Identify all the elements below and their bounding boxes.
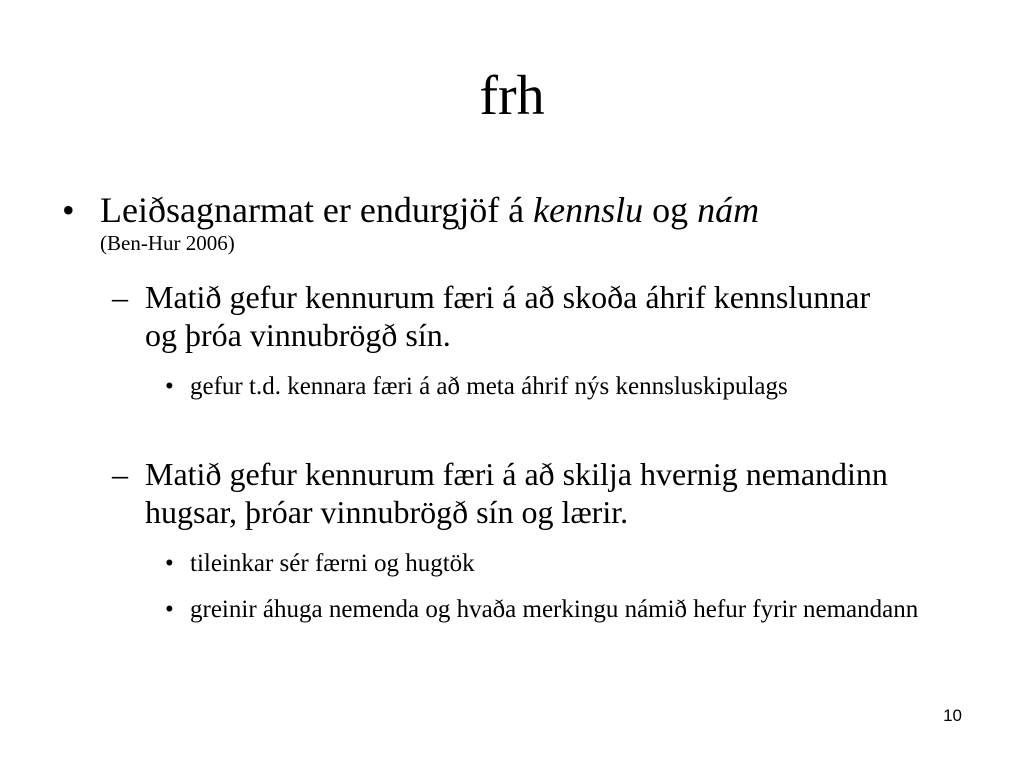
sub-item-2: [112, 455, 942, 531]
sub-item-text: Matið gefur kennurum færi á að skoða áhrif kennslunnar og þróa vinnubrögð sín.: [145, 279, 871, 353]
bullet-text-emphasis-kennslu: kennslu: [533, 190, 644, 230]
sub-sub-item-3: [165, 593, 960, 627]
sub-sub-item-1: [165, 370, 805, 404]
bullet-marker: •: [165, 373, 174, 400]
sub-sub-item-2: [165, 547, 945, 581]
slide-title: frh: [479, 65, 545, 127]
sub-sub-item-text: gefur t.d. kennara færi á að meta áhrif nýs kennsluskipulags: [190, 373, 788, 400]
bullet-marker: •: [165, 596, 174, 623]
sub-item-1: [112, 278, 892, 354]
bullet-text-plain: Leiðsagnarmat er endurgjöf á: [100, 190, 534, 230]
bullet-marker: •: [165, 550, 174, 577]
page-number: 10: [943, 706, 962, 725]
bullet-marker: •: [62, 190, 75, 230]
bullet-item-1: [62, 190, 962, 256]
bullet-text-connector: og: [643, 190, 698, 230]
bullet-text: [100, 190, 759, 230]
citation: (Ben-Hur 2006): [100, 231, 235, 255]
sub-sub-item-text: greinir áhuga nemenda og hvaða merkingu námið hefur fyrir nemandann: [190, 596, 919, 623]
sub-sub-item-text: tileinkar sér færni og hugtök: [190, 550, 475, 577]
dash-marker: –: [112, 456, 128, 492]
dash-marker: –: [112, 279, 128, 315]
bullet-text-emphasis-nam: nám: [697, 190, 760, 230]
sub-item-text: Matið gefur kennurum færi á að skilja hvernig nemandinn hugsar, þróar vinnubrögð sín og lærir.: [145, 456, 888, 530]
